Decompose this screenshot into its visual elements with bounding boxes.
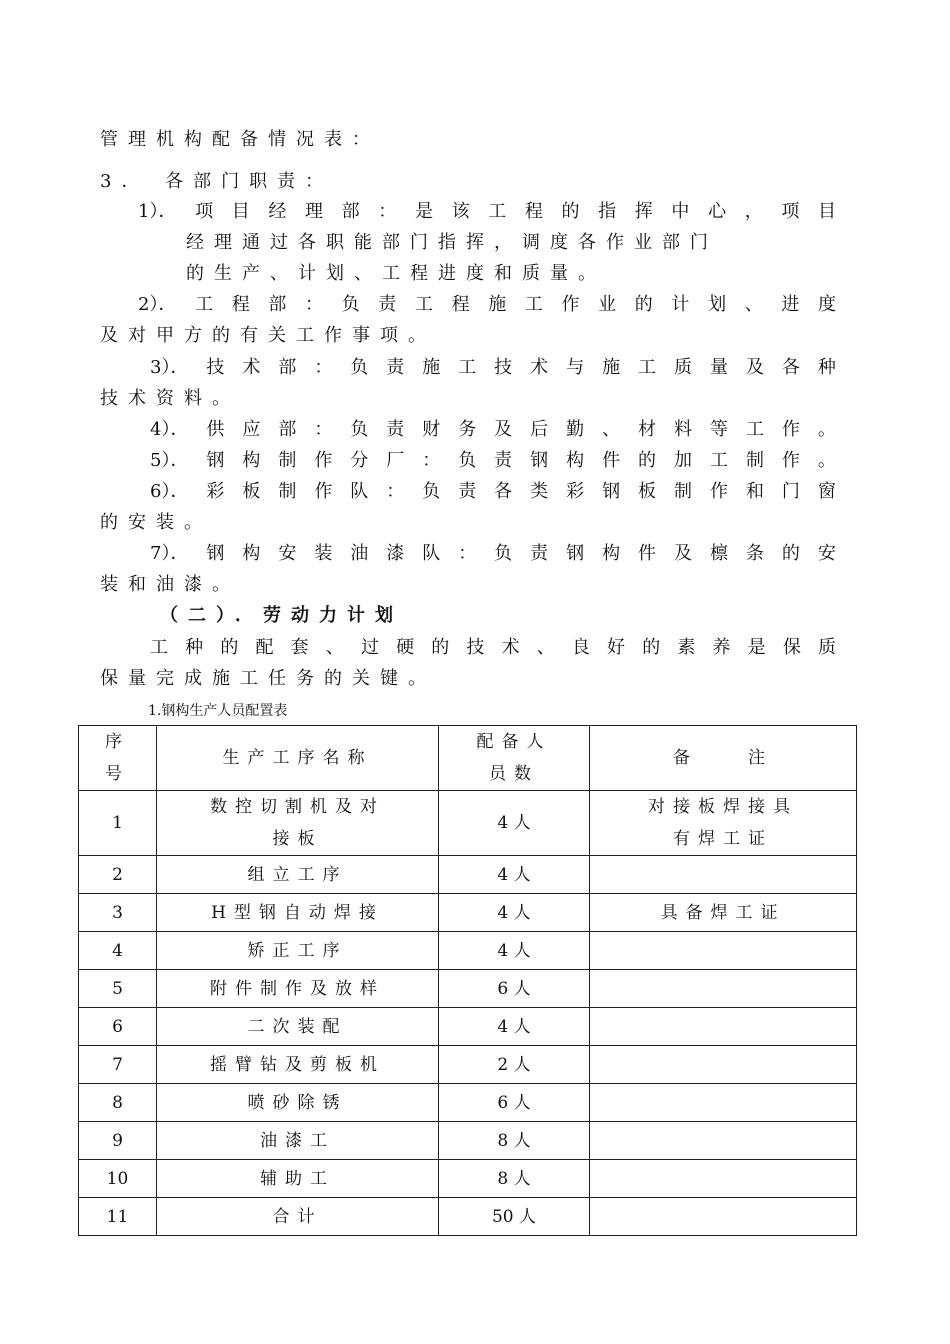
- header-seq: 序 号: [79, 726, 157, 791]
- cell-remark: [590, 932, 857, 970]
- cell-seq: 1: [79, 791, 157, 856]
- cell-remark: [590, 1046, 857, 1084]
- labor-plan-title: （二）．劳动力计划: [160, 605, 403, 626]
- cell-remark: [590, 1160, 857, 1198]
- cell-remark: [590, 1122, 857, 1160]
- table-header-row: [79, 726, 857, 791]
- cell-process: 数控切割机及对 接板: [157, 791, 439, 856]
- cell-staff: 4 人: [439, 856, 590, 894]
- table-row: [79, 1198, 857, 1236]
- header-remark: 备 注: [590, 726, 857, 791]
- cell-staff: 6 人: [439, 1084, 590, 1122]
- cell-process: H型钢自动焊接: [157, 894, 439, 932]
- table-row: [79, 1008, 857, 1046]
- cell-process: 附件制作及放样: [157, 970, 439, 1008]
- cell-process: 摇臂钻及剪板机: [157, 1046, 439, 1084]
- dept-p1-line1: 1）． 项 目 经 理 部 ： 是 该 工 程 的 指 挥 中 心 ， 项 目: [138, 201, 836, 222]
- table-row: [79, 791, 857, 856]
- dept-p2-line1: 2）． 工 程 部 ： 负 责 工 程 施 工 作 业 的 计 划 、 进 度: [138, 294, 836, 315]
- cell-seq: 4: [79, 932, 157, 970]
- cell-remark: [590, 856, 857, 894]
- cell-remark: [590, 1198, 857, 1236]
- cell-staff: 8 人: [439, 1122, 590, 1160]
- cell-remark: [590, 1008, 857, 1046]
- cell-staff: 4 人: [439, 791, 590, 856]
- cell-staff: 6 人: [439, 970, 590, 1008]
- cell-seq: 10: [79, 1160, 157, 1198]
- dept-p7-line1: 7）． 钢 构 安 装 油 漆 队 ： 负 责 钢 构 件 及 檩 条 的 安: [150, 543, 836, 564]
- cell-seq: 3: [79, 894, 157, 932]
- table-row: [79, 856, 857, 894]
- cell-staff: 8 人: [439, 1160, 590, 1198]
- cell-process: 矫正工序: [157, 932, 439, 970]
- cell-remark: 具备焊工证: [590, 894, 857, 932]
- cell-staff: 50 人: [439, 1198, 590, 1236]
- cell-process: 油漆工: [157, 1122, 439, 1160]
- header-staff: 配备人 员数: [439, 726, 590, 791]
- heading-mgmt-table: 管理机构配备情况表：: [100, 129, 380, 150]
- dept-p3-line1: 3）． 技 术 部 ： 负 责 施 工 技 术 与 施 工 质 量 及 各 种: [150, 357, 836, 378]
- table-row: [79, 1122, 857, 1160]
- staff-config-table: [78, 725, 857, 1236]
- labor-intro-line1: 工 种 的 配 套 、 过 硬 的 技 术 、 良 好 的 素 养 是 保 质: [150, 637, 836, 658]
- cell-seq: 6: [79, 1008, 157, 1046]
- dept-p3-line2: 技术资料。: [100, 388, 240, 409]
- cell-process: 二次装配: [157, 1008, 439, 1046]
- dept-p6-line1: 6）． 彩 板 制 作 队 ： 负 责 各 类 彩 钢 板 制 作 和 门 窗: [150, 481, 836, 502]
- section-3-heading: 3． 各部门职责：: [100, 171, 334, 192]
- cell-seq: 9: [79, 1122, 157, 1160]
- table-row: [79, 1160, 857, 1198]
- cell-process: 辅助工: [157, 1160, 439, 1198]
- cell-seq: 7: [79, 1046, 157, 1084]
- cell-staff: 4 人: [439, 932, 590, 970]
- cell-staff: 4 人: [439, 1008, 590, 1046]
- table-row: [79, 932, 857, 970]
- dept-p7-line2: 装和油漆。: [100, 574, 240, 595]
- table-row: [79, 1084, 857, 1122]
- cell-seq: 11: [79, 1198, 157, 1236]
- dept-p5-line1: 5）． 钢 构 制 作 分 厂 ： 负 责 钢 构 件 的 加 工 制 作 。: [150, 450, 836, 471]
- table-row: [79, 894, 857, 932]
- cell-process: 合计: [157, 1198, 439, 1236]
- dept-p2-line2: 及对甲方的有关工作事项。: [100, 325, 436, 346]
- table-caption: 1.钢构生产人员配置表: [148, 703, 288, 719]
- cell-seq: 5: [79, 970, 157, 1008]
- dept-p1-line3: 的生产、计划、工程进度和质量。: [186, 263, 606, 284]
- cell-remark: [590, 970, 857, 1008]
- cell-process: 喷砂除锈: [157, 1084, 439, 1122]
- cell-seq: 2: [79, 856, 157, 894]
- cell-remark: [590, 1084, 857, 1122]
- dept-p1-line2: 经理通过各职能部门指挥，调度各作业部门: [186, 232, 718, 253]
- cell-seq: 8: [79, 1084, 157, 1122]
- labor-intro-line2: 保量完成施工任务的关键。: [100, 668, 436, 689]
- cell-remark: 对接板焊接具 有焊工证: [590, 791, 857, 856]
- header-process: 生产工序名称: [157, 726, 439, 791]
- table-row: [79, 1046, 857, 1084]
- cell-process: 组立工序: [157, 856, 439, 894]
- cell-staff: 2 人: [439, 1046, 590, 1084]
- table-row: [79, 970, 857, 1008]
- cell-staff: 4 人: [439, 894, 590, 932]
- dept-p6-line2: 的安装。: [100, 512, 212, 533]
- dept-p4-line1: 4）． 供 应 部 ： 负 责 财 务 及 后 勤 、 材 料 等 工 作 。: [150, 419, 836, 440]
